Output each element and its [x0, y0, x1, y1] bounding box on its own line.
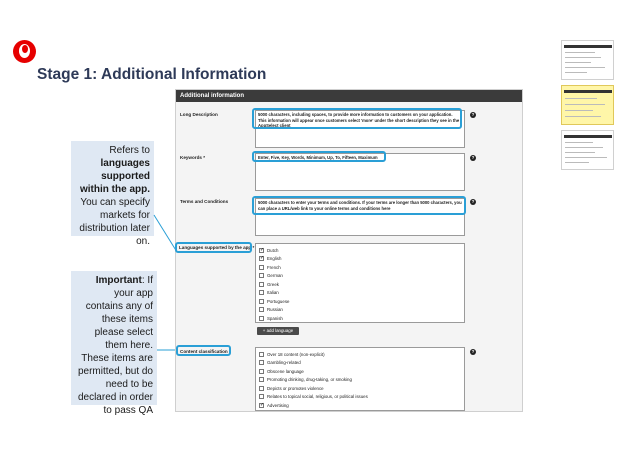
language-label: Dutch: [267, 247, 279, 253]
thumbnail-2-current[interactable]: [561, 85, 614, 125]
languages-label-text: Languages supported by the app: [179, 245, 252, 250]
connector-languages: [154, 215, 177, 252]
thumbnail-line: [565, 104, 605, 105]
long-description-value: 5000 characters, including spaces, to provide more information to customers on your application. This information will appear once customers select 'more' under the short description they see in the AppSelect client: [258, 112, 460, 128]
callout-languages-post: You can specify markets for distribution later on.: [79, 197, 150, 247]
languages-highlight: [175, 242, 252, 253]
content-item-advertising[interactable]: [259, 401, 461, 410]
help-icon[interactable]: ?: [471, 112, 475, 117]
checkbox[interactable]: [259, 307, 264, 312]
thumbnail-line: [565, 116, 601, 117]
thumbnail-line: [565, 152, 595, 153]
keywords-label: [180, 155, 205, 160]
callout-important-bold: Important: [95, 275, 142, 286]
form-header: Additional information: [176, 90, 522, 102]
checkbox[interactable]: [259, 386, 264, 391]
language-label: Greek: [267, 281, 279, 287]
thumbnail-line: [565, 157, 607, 158]
content-label: Advertising: [267, 402, 289, 408]
checkbox[interactable]: [259, 403, 264, 408]
content-label: Depicts or promotes violence: [267, 385, 324, 391]
checkbox[interactable]: [259, 360, 264, 365]
language-item-dutch[interactable]: [259, 246, 461, 255]
thumbnail-line: [565, 147, 603, 148]
language-item-german[interactable]: [259, 272, 461, 281]
slide-title: Stage 1: Additional Information: [37, 66, 267, 83]
language-label: German: [267, 273, 283, 279]
callout-important: [71, 271, 157, 416]
content-classification-label: Content classification: [180, 349, 228, 354]
language-label: Spanish: [267, 315, 283, 321]
language-label: Italian: [267, 290, 279, 296]
language-label: French: [267, 264, 281, 270]
language-item-french[interactable]: [259, 263, 461, 272]
language-label: Portuguese: [267, 298, 290, 304]
checkbox[interactable]: [259, 394, 264, 399]
content-item-gambling[interactable]: [259, 359, 461, 368]
terms-highlight: [252, 196, 466, 215]
terms-value: 5000 characters to enter your terms and conditions. If your terms are longer than 5000 characters, you can place a URL/web link to your online terms and conditions here: [258, 200, 462, 211]
thumbnail-line: [565, 110, 593, 111]
content-label: Relates to topical social, religious, or political issues: [267, 394, 368, 400]
callout-languages-bold: languages supported within the app.: [80, 158, 150, 195]
thumbnail-bar: [564, 90, 612, 93]
thumbnail-3[interactable]: [561, 130, 614, 170]
thumbnail-line: [565, 72, 587, 73]
callout-languages: [71, 141, 154, 247]
checkbox[interactable]: [259, 248, 264, 253]
thumbnail-line: [565, 142, 593, 143]
language-item-english[interactable]: [259, 255, 461, 264]
checkbox[interactable]: [259, 369, 264, 374]
checkbox[interactable]: [259, 352, 264, 357]
thumbnail-line: [565, 57, 601, 58]
language-item-portuguese[interactable]: [259, 297, 461, 306]
content-item-violence[interactable]: [259, 384, 461, 393]
checkbox[interactable]: [259, 265, 264, 270]
content-label: Gambling-related: [267, 360, 301, 366]
help-icon[interactable]: ?: [471, 199, 475, 204]
keywords-highlight: [252, 151, 386, 162]
thumbnail-line: [565, 52, 595, 53]
logo-quote-mark: [19, 44, 30, 58]
languages-list: [252, 243, 465, 323]
keywords-label-text: Keywords: [180, 155, 202, 160]
content-label: Over 18 content (non-explicit): [267, 351, 325, 357]
checkbox[interactable]: [259, 316, 264, 321]
thumbnail-line: [565, 162, 589, 163]
checkbox[interactable]: [259, 256, 264, 261]
language-label: English: [267, 256, 282, 262]
terms-label: Terms and Conditions: [180, 199, 229, 204]
checkbox[interactable]: [259, 290, 264, 295]
language-label: Russian: [267, 307, 283, 313]
keywords-required-mark: *: [203, 155, 206, 160]
thumbnail-bar: [564, 45, 612, 48]
help-icon[interactable]: ?: [471, 155, 475, 160]
language-item-russian[interactable]: [259, 306, 461, 315]
content-item-drinking-drugs[interactable]: [259, 376, 461, 385]
help-icon[interactable]: ?: [471, 349, 475, 354]
content-label: Obscene language: [267, 368, 304, 374]
thumbnail-line: [565, 67, 605, 68]
language-item-spanish[interactable]: [259, 314, 461, 323]
thumbnail-line: [565, 98, 597, 99]
checkbox[interactable]: [259, 282, 264, 287]
thumbnail-1[interactable]: [561, 40, 614, 80]
languages-required-mark: *: [252, 245, 255, 250]
thumbnail-bar: [564, 135, 612, 138]
add-language-button[interactable]: + add language: [257, 327, 299, 335]
checkbox[interactable]: [259, 273, 264, 278]
checkbox[interactable]: [259, 299, 264, 304]
content-item-obscene-language[interactable]: [259, 367, 461, 376]
content-label: Promoting drinking, drug-taking, or smoking: [267, 377, 352, 383]
vodafone-logo-icon: [13, 40, 36, 63]
callout-languages-pre: Refers to: [109, 145, 150, 156]
content-classification-list: [255, 347, 465, 411]
thumbnail-line: [565, 62, 591, 63]
content-classification-highlight: [176, 345, 231, 356]
content-item-over-18[interactable]: [259, 350, 461, 359]
keywords-value: Enter, Five, Key, Words, Minimum, Up, To, Fifteen, Maximum: [258, 155, 378, 160]
language-item-italian[interactable]: [259, 289, 461, 298]
long-description-highlight: [252, 108, 462, 129]
content-item-topical-issues[interactable]: [259, 393, 461, 402]
checkbox[interactable]: [259, 377, 264, 382]
language-item-greek[interactable]: [259, 280, 461, 289]
callout-important-text: : If your app contains any of these items please select them here. These items are permitted, but do need to be declared in order to pass QA: [77, 275, 153, 416]
long-description-label: Long Description: [180, 112, 218, 117]
